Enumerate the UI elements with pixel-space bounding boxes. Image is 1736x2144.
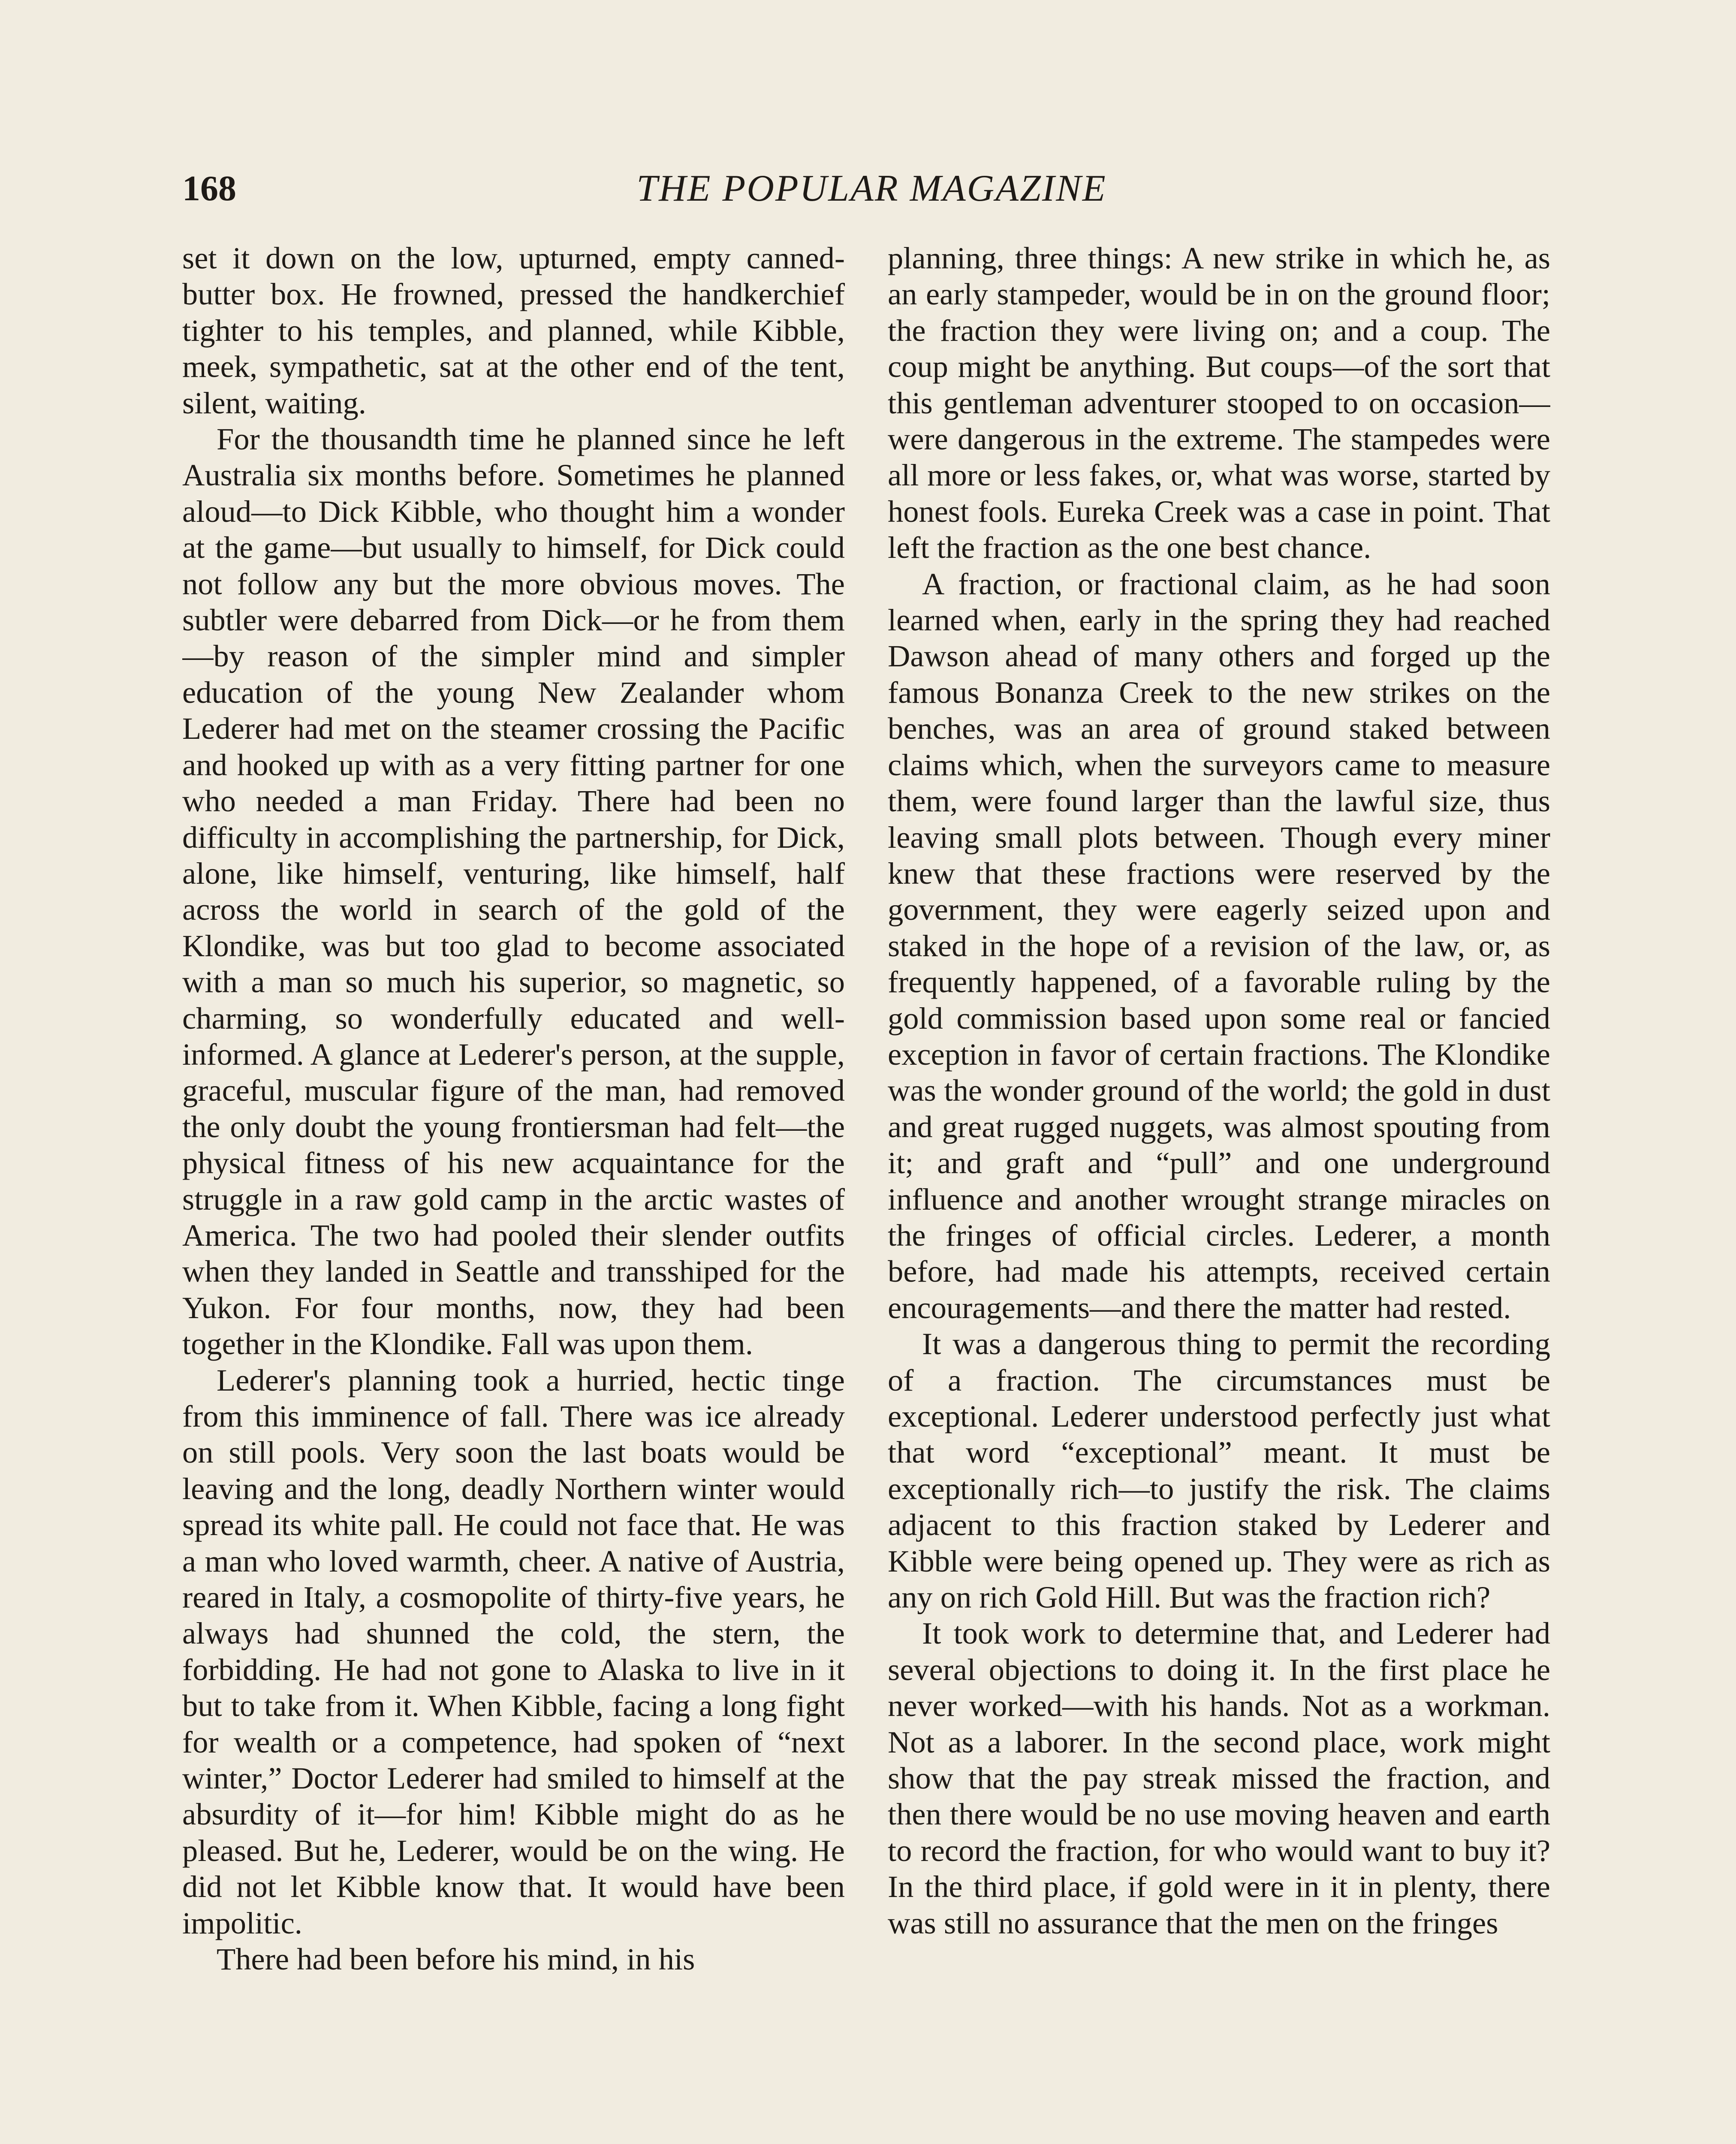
page-header bbox=[182, 163, 1561, 214]
paragraph: For the thousandth time he planned since he left Australia six months before. Sometimes he planned aloud—to Dick Kibble, who thought him a wonder at the game—but usually to himself, for Dick could not follow any but the more obvious moves. The subtler were debarred from Dick—or he from them—by reason of the simpler mind and simpler education of the young New Zealander whom Lederer had met on the steamer crossing the Pacific and hooked up with as a very fitting partner for one who needed a man Friday. There had been no difficulty in accomplishing the partnership, for Dick, alone, like himself, venturing, like himself, half across the world in search of the gold of the Klondike, was but too glad to become associated with a man so much his superior, so magnetic, so charming, so wonderfully educated and well-informed. A glance at Lederer's person, at the supple, graceful, muscular figure of the man, had removed the only doubt the young frontiersman had felt—the physical fitness of his new acquaintance for the struggle in a raw gold camp in the arctic wastes of America. The two had pooled their slender outfits when they landed in Seattle and transshiped for the Yukon. For four months, now, they had been together in the Klondike. Fall was upon them. bbox=[182, 422, 845, 1361]
paragraph: set it down on the low, upturned, empty canned-butter box. He frowned, pressed the handkerchief tighter to his temples, and planned, while Kibble, meek, sympathetic, sat at the other end of the tent, silent, waiting. bbox=[182, 241, 845, 420]
paragraph: A fraction, or fractional claim, as he had soon learned when, early in the spring they had reached Dawson ahead of many others and forged up the famous Bonanza Creek to the new strikes on the benches, was an area of ground staked between claims which, when the surveyors came to measure them, were found larger than the lawful size, thus leaving small plots between. Though every miner knew that these fractions were reserved by the government, they were eagerly seized upon and staked in the hope of a revision of the law, or, as frequently happened, of a favorable ruling by the gold commission based upon some real or fancied exception in favor of certain fractions. The Klondike was the wonder ground of the world; the gold in dust and great rugged nuggets, was almost spouting from it; and graft and “pull” and one underground influence and another wrought strange miracles on the fringes of official circles. Lederer, a month before, had made his attempts, received certain encouragements—and there the matter had rested. bbox=[888, 566, 1550, 1325]
paragraph: It was a dangerous thing to permit the recording of a fraction. The circumstances must be exceptional. Lederer understood perfectly just what that word “exceptional” meant. It must be exceptionally rich—to justify the risk. The claims adjacent to this fraction staked by Lederer and Kibble were being opened up. They were as rich as any on rich Gold Hill. But was the fraction rich? bbox=[888, 1326, 1550, 1615]
left-column bbox=[182, 240, 845, 2144]
paragraph: There had been before his mind, in his bbox=[217, 1942, 695, 1977]
running-title: THE POPULAR MAGAZINE bbox=[636, 168, 1107, 209]
page-number: 168 bbox=[182, 169, 236, 208]
paragraph: Lederer's planning took a hurried, hectic tinge from this imminence of fall. There was ice already on still pools. Very soon the last boats would be leaving and the long, deadly Northern winter would spread its white pall. He could not face that. He was a man who loved warmth, cheer. A native of Austria, reared in Italy, a cosmopolite of thirty-five years, he always had shunned the cold, the stern, the forbidding. He had not gone to Alaska to live in it but to take from it. When Kibble, facing a long fight for wealth or a competence, had spoken of “next winter,” Doctor Lederer had smiled to himself at the absurdity of it—for him! Kibble might do as he pleased. But he, Lederer, would be on the wing. He did not let Kibble know that. It would have been impolitic. bbox=[182, 1362, 845, 1940]
paragraph: planning, three things: A new strike in which he, as an early stampeder, would be in on the ground floor; the fraction they were living on; and a coup. The coup might be anything. But coups—of the sort that this gentleman adventurer stooped to on occasion—were dangerous in the extreme. The stampedes were all more or less fakes, or, what was worse, started by honest fools. Eureka Creek was a case in point. That left the fraction as the one best chance. bbox=[888, 241, 1550, 565]
paragraph: It took work to determine that, and Lederer had several objections to doing it. In the first place he never worked—with his hands. Not as a workman. Not as a laborer. In the second place, work might show that the pay streak missed the fraction, and then there would be no use moving heaven and earth to record the fraction, for who would want to buy it? In the third place, if gold were in it in plenty, there was still no assurance that the men on the fringes bbox=[888, 1616, 1550, 1940]
right-column bbox=[888, 240, 1550, 2144]
